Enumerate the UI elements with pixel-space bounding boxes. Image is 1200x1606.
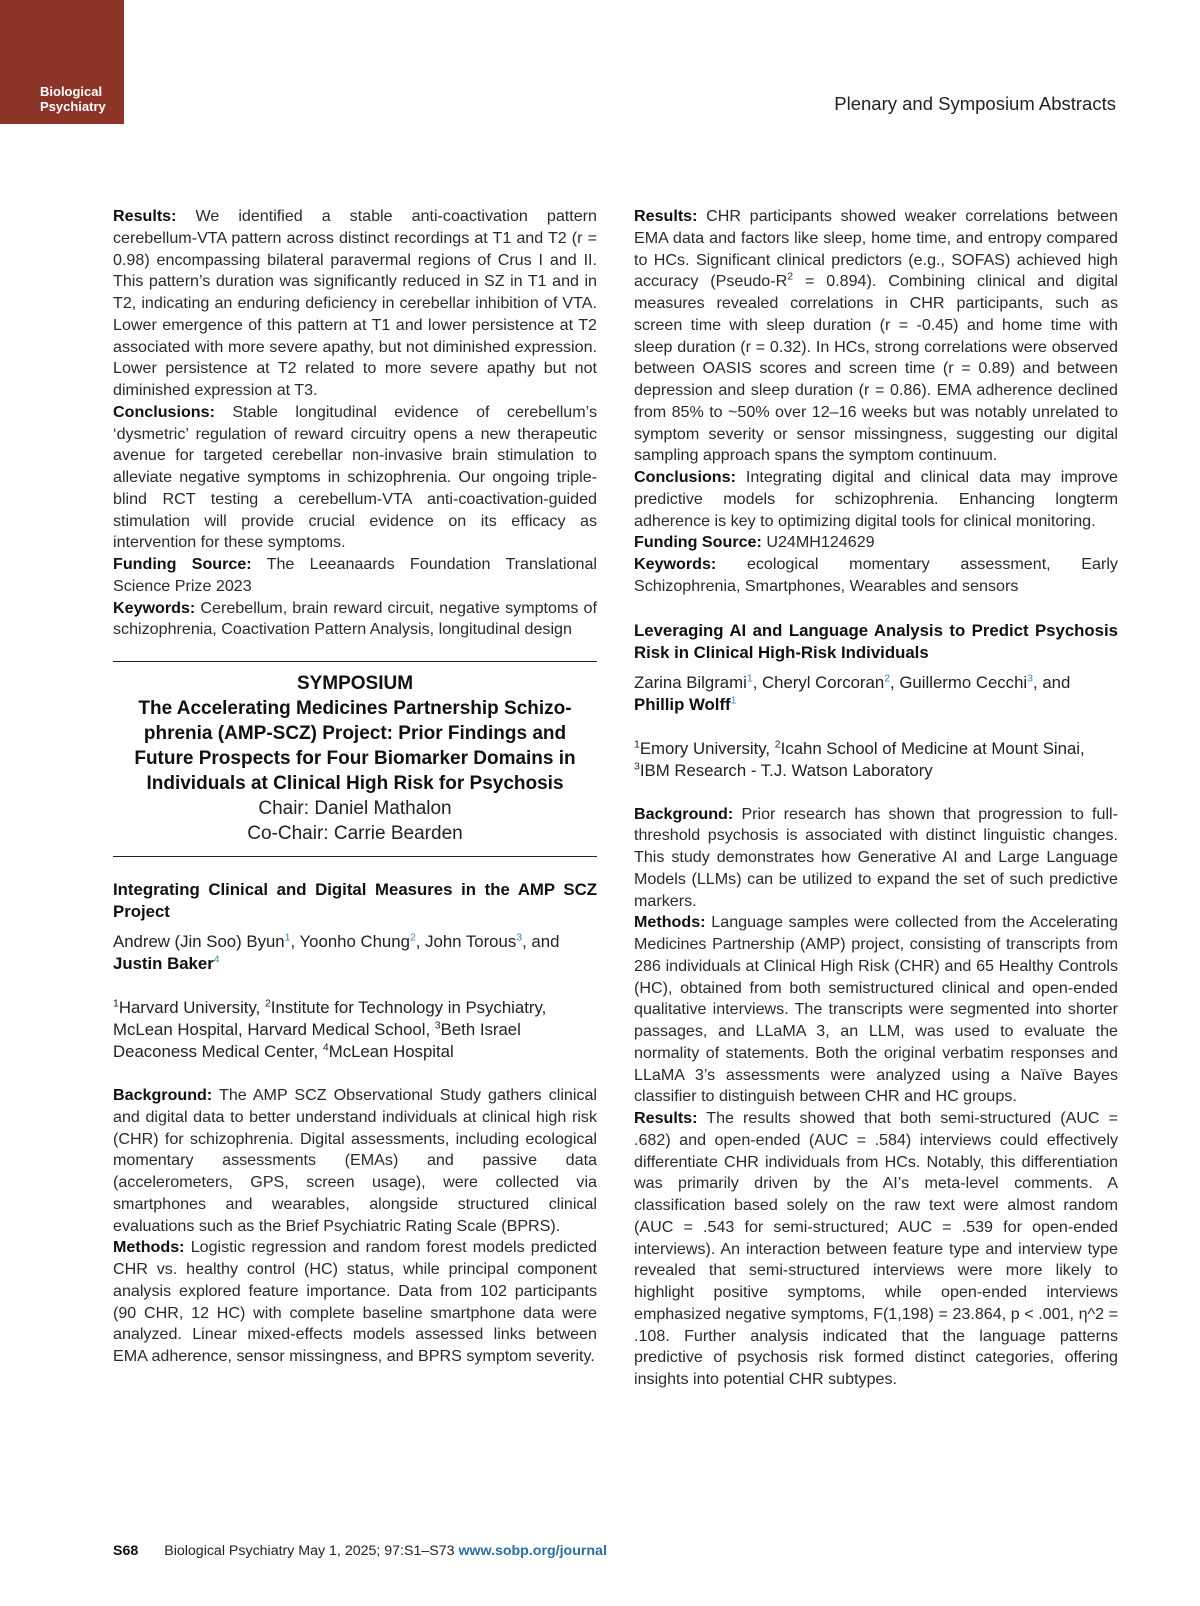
cont-funding: Funding Source: U24MH124629	[634, 533, 875, 552]
prev-funding: Funding Source: The Leeanaards Foundation Translational Science Prize 2023	[113, 555, 597, 595]
journal-badge	[0, 0, 124, 124]
journal-citation: Biological Psychiatry May 1, 2025; 97:S1–S73	[164, 1543, 455, 1559]
symposium-chair: Chair: Daniel Mathalon	[258, 798, 452, 819]
author-list: Andrew (Jin Soo) Byun$^1$, Yoonho Chung$^2$, John Torous$^3$, and Justin Baker$^4$	[113, 931, 560, 973]
symposium-cochair: Co-Chair: Carrie Bearden	[247, 823, 463, 844]
cont-results: Results: CHR participants showed weaker correlations between EMA data and factors like sleep, home time, and entropy compared to HCs. Significant clinical predictors (e.g., SOFAS) achieved high accuracy $(Pseudo-R^2 = 0.894)$. Combining clinical and digital measures revealed correlations in CHR participants, such as screen time with sleep duration (r = -0.45) and home time with sleep duration (r = 0.32). In HCs, strong correlations were observed between OASIS scores and screen time (r = 0.89) and between depression and sleep duration (r = 0.86). EMA adherence declined from 85% to ~50% over 12–16 weeks but was notably unrelated to symptom severity or sensor missingness, suggesting our digital sampling approach spans the symptom continuum.	[634, 207, 1118, 465]
author-list: Zarina Bilgrami$^1$, Cheryl Corcoran$^2$, Guillermo Cecchi$^3$, and Phillip Wolff$^1$	[634, 671, 1071, 714]
journal-logo-text: Biological Psychiatry	[40, 84, 106, 114]
abstract-title: Leveraging AI and Language Analysis to Predict Psychosis Risk in Clinical High-Risk Individuals	[634, 620, 1118, 662]
methods-section: Methods: Logistic regression and random forest models predicted CHR vs. healthy control (HC) status, while principal component analysis explored feature importance. Data from 102 participants (90 CHR, 12 HC) with complete baseline smartphone data were analyzed. Linear mixed-effects models assessed links between EMA adherence, sensor missingness, and BPRS symptom severity.	[113, 1238, 597, 1365]
background-section: Background: The AMP SCZ Observational Study gathers clinical and digital data to better understand individuals at clinical high risk (CHR) for schizophrenia. Digital assessments, including ecological momentary assessments (EMAs) and passive data (accelerometers, GPS, screen usage), were collected via smartphones and wearables, alongside structured clinical evaluations such as the Brief Psychiatric Rating Scale (BPRS).	[113, 1086, 598, 1235]
symposium-heading: SYMPOSIUM	[296, 673, 414, 694]
prev-conclusions: Conclusions: Stable longitudinal evidence of cerebellum’s ‘dysmetric’ regulation of reward circuitry opens a new therapeutic avenue for targeted cerebellar non-invasive brain stimulation to alleviate negative symptoms in schizophrenia. Our ongoing triple-blind RCT testing a cerebellum-VTA anti-coactivation-guided stimulation will provide crucial evidence on its efficacy as intervention for these symptoms.	[113, 402, 597, 552]
prev-results: Results: We identified a stable anti-coactivation pattern cerebellum-VTA pattern across distinct recordings at T1 and T2 (r = 0.98) encompassing bilateral paravermal regions of Crus I and II. This pattern’s duration was significantly reduced in SZ in T1 and in T2, indicating an enduring deficiency in cerebellar inhibition of VTA. Lower emergence of this pattern at T1 and lower persistence at T2 associated with more severe apathy, but not diminished expression. Lower persistence at T2 related to more severe apathy but not diminished expression at T3.	[113, 207, 597, 399]
abstract-title: Integrating Clinical and Digital Measures in the AMP SCZ Project	[113, 880, 597, 921]
symposium-title: The Accelerating Medicines Partnership Schizophrenia (AMP-SCZ) Project: Prior Findings and Future Prospects for Four Biomarker Domains in Individuals at Clinical High Risk for Psychosis	[134, 698, 576, 794]
journal-url-link[interactable]: www.sobp.org/journal	[458, 1543, 607, 1559]
affiliations: $^1$Emory University, $^2$Icahn School of Medicine at Mount Sinai, $^3$IBM Research - T.J. Watson Laboratory	[634, 737, 1085, 780]
affiliations: $^1$Harvard University, $^2$Institute for Technology in Psychiatry, McLean Hospital, Harvard Medical School, $^3$Beth Israel Deaconess Medical Center, $^4$McLean Hospital	[113, 997, 547, 1061]
page-number: S68	[113, 1543, 139, 1559]
symposium-box	[113, 661, 597, 857]
cont-conclusions: Conclusions: Integrating digital and clinical data may improve predictive models for schizophrenia. Enhancing longterm adherence is key to optimizing digital tools for clinical monitoring.	[634, 468, 1118, 530]
prev-keywords: Keywords: Cerebellum, brain reward circuit, negative symptoms of schizophrenia, Coactivation Pattern Analysis, longitudinal design	[113, 598, 597, 639]
running-head: Plenary and Symposium Abstracts	[834, 93, 1116, 114]
background-section: Background: Prior research has shown that progression to full-threshold psychosis is associated with distinct linguistic changes. This study demonstrates how Generative AI and Large Language Models (LLMs) can be utilized to expand the set of such predictive markers.	[634, 804, 1118, 910]
results-section: Results: The results showed that both semi-structured (AUC = .682) and open-ended (AUC = .584) interviews could effectively differentiate CHR individuals from HCs. Notably, this differentiation was primarily driven by the AI’s meta-level comments. A classification based solely on the raw text were almost random (AUC = .543 for semi-structured; AUC = .539 for open-ended interviews). An interaction between feature type and interview type revealed that semi-structured interviews were more likely to highlight positive symptoms, while open-ended interviews emphasized negative symptoms, F(1,198) = 23.864, p < .001, η^2 = .108. Further analysis indicated that the language patterns predictive of psychosis risk formed distinct categories, offering insights into potential CHR subtypes.	[634, 1109, 1118, 1388]
page-footer	[113, 1543, 607, 1559]
right-column	[634, 206, 1118, 1391]
left-column	[113, 206, 597, 1368]
methods-section: Methods: Language samples were collected from the Accelerating Medicines Partnership (AMP) project, consisting of transcripts from 286 individuals at Clinical High Risk (CHR) and 65 Healthy Controls (HC), obtained from both semistructured clinical and open-ended qualitative interviews. The transcripts were segmented into shorter passages, and LLaMA 3, an LLM, was used to evaluate the normality of statements. Both the original verbatim responses and LLaMA 3’s assessments were analyzed using a Naïve Bayes classifier to distinguish between CHR and HC groups.	[634, 913, 1118, 1106]
cont-keywords: Keywords: ecological momentary assessment, Early Schizophrenia, Smartphones, Wearables and sensors	[634, 555, 1118, 595]
